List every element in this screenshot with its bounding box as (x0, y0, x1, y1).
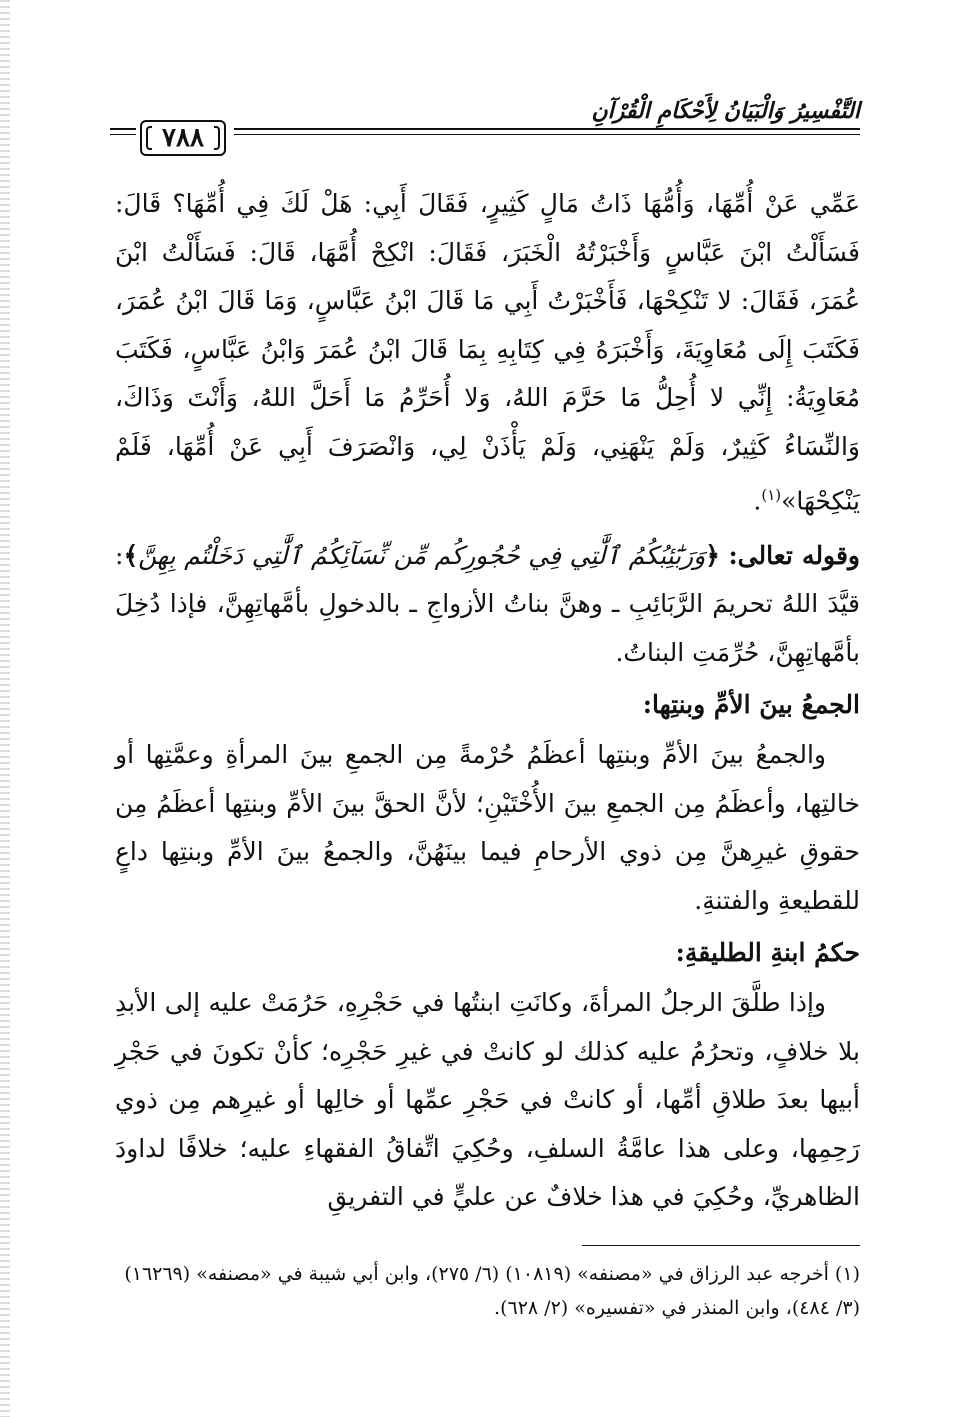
paragraph-stepdaughter: وإذا طلَّقَ الرجلُ المرأةَ، وكانَتِ ابنتُها في حَجْرِهِ، حَرُمَتْ عليه إلى الأبدِ بلا خلافٍ، وتحرُمُ عليه كذلك لو كانتْ في غيرِ حَجْرِه؛ كأنْ تكونَ في حَجْرِ أبيها بعدَ طلاقِ أمِّها، أو كانتْ في حَجْرِ عمِّها أو خالِها أو غيرِهم مِن ذوي رَحِمِها، وعلى هذا عامَّةُ السلفِ، وحُكِيَ اتِّفاقُ الفقهاءِ عليه؛ خلافًا لداودَ الظاهريِّ، وحُكِيَ في هذا خلافٌ عن عليٍّ في التفريقِ (115, 988, 860, 1212)
header-rule-top (234, 128, 860, 130)
header-rule-left-top (110, 128, 136, 130)
hadith-end: . (753, 486, 762, 516)
footnote-1: (١) أخرجه عبد الرزاق في «مصنفه» (١٠٨١٩) (٦/ ٢٧٥)، وابن أبي شيبة في «مصنفه» (١٦٢٦٩) (٣/ ٤٨٤)، وابن المنذر في «تفسيره» (٢/ ٦٢٨). (124, 1263, 860, 1319)
paragraph-hadith (115, 180, 860, 526)
verse-bracket-open: ﴿ (705, 540, 720, 570)
quran-verse: وَرَبَٰٓئِبُكُمُ ٱلَّٰتِي فِي حُجُورِكُم مِّن نِّسَآئِكُمُ ٱلَّٰتِي دَخَلْتُم بِهِنَّ (138, 540, 706, 570)
scan-edge (0, 0, 10, 1417)
footnote-ref: (١) (761, 486, 782, 504)
verse-commentary: : قيَّدَ اللهُ تحريمَ الرَّبَائِبِ ـ وهنَّ بناتُ الأزواجِ ـ بالدخولِ بأمَّهاتِهِنَّ، فإذا دُخِلَ بأمَّهاتِهِنَّ، حُرِّمَتِ البناتُ. (115, 540, 860, 667)
paragraph-mother-daughter: والجمعُ بينَ الأمِّ وبنتِها أعظَمُ حُرْمةً مِن الجمعِ بينَ المرأةِ وعمَّتِها أو خالتِها، وأعظَمُ مِن الجمعِ بينَ الأُخْتَيْنِ؛ لأنَّ الحقَّ بينَ الأمِّ وبنتِها أعظَمُ مِن حقوقِ غيرِهنَّ مِن ذوي الأرحامِ فيما بينَهُنَّ، والجمعُ بينَ الأمِّ وبنتِها داعٍ للقطيعةِ والفتنةِ. (115, 740, 860, 915)
page-number (140, 120, 226, 156)
header-rule-bottom (234, 134, 860, 135)
page-header (110, 98, 860, 162)
book-title: التَّفْسِيرُ وَالْبَيَانُ لِأَحْكَامِ الْقُرْآنِ (591, 98, 860, 124)
footnote-divider (582, 1245, 860, 1246)
section-heading-mother-daughter: الجمعُ بينَ الأمِّ وبنتِها: (642, 690, 860, 720)
section-heading-stepdaughter: حكمُ ابنةِ الطليقةِ: (675, 938, 860, 968)
header-rule-left-bottom (110, 134, 136, 135)
verse-intro: وقوله تعالى: (728, 540, 860, 570)
main-text (115, 180, 860, 1222)
footnotes (115, 1257, 860, 1325)
page-number-value: ٧٨٨ (162, 123, 204, 153)
paragraph-verse (115, 532, 860, 678)
verse-bracket-close: ﴾ (123, 540, 139, 570)
hadith-text: عَمِّي عَنْ أُمِّهَا، وَأُمُّهَا ذَاتُ مَالٍ كَثِيرٍ، فَقَالَ أَبِي: هَلْ لَكَ فِي أُمِّهَا؟ قَالَ: فَسَأَلْتُ ابْنَ عَبَّاسٍ وَأَخْبَرْتُهُ الْخَبَرَ، فَقَالَ: انْكِحْ أُمَّهَا، قَالَ: فَسَأَلْتُ ابْنَ عُمَرَ، فَقَالَ: لا تَنْكِحْهَا، فَأَخْبَرْتُ أَبِي مَا قَالَ ابْنُ عَبَّاسٍ، وَمَا قَالَ ابْنُ عُمَرَ، فَكَتَبَ إِلَى مُعَاوِيَةَ، وَأَخْبَرَهُ فِي كِتَابِهِ بِمَا قَالَ ابْنُ عُمَرَ وَابْنُ عَبَّاسٍ، فَكَتَبَ مُعَاوِيَةُ: إِنِّي لا أُحِلُّ مَا حَرَّمَ اللهُ، وَلا أُحَرِّمُ مَا أَحَلَّ اللهُ، وَأَنْتَ وَذَاكَ، وَالنِّسَاءُ كَثِيرٌ، وَلَمْ يَنْهَنِي، وَلَمْ يَأْذَنْ لِي، وَانْصَرَفَ أَبِي عَنْ أُمِّهَا، فَلَمْ يَنْكِحْهَا» (115, 189, 860, 516)
